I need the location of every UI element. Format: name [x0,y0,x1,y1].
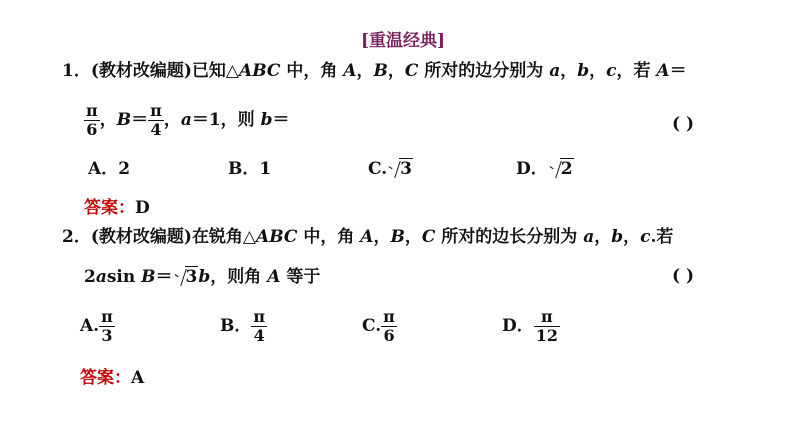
q1-option-c-label: C. [368,159,388,179]
q1-sep-4: ， [589,61,607,81]
q2-triangle-name: ABC [256,227,298,247]
q2-option-d [502,308,560,345]
q1-option-b [228,158,271,180]
q2-option-b [220,308,267,345]
q1-option-d-sqrt [548,158,574,180]
q1-sep-1: ， [356,61,374,81]
q2-side-a: a [583,227,595,247]
q2-l2-text-d: ，则角 [210,267,268,287]
q1-option-d-radicand: 2 [560,159,573,179]
q1-l2-text-b: ， [163,110,181,130]
q1-sep-3: ， [560,61,578,81]
q2-side-c: c [640,227,651,247]
q1-text-c: 所对的边分别为 [418,61,550,81]
q2-sep-2: ， [404,227,422,247]
q1-option-b-value: 1 [259,159,272,179]
q2-answer-value: A [131,368,145,388]
q1-side-b: b [577,61,590,81]
q2-option-b-fraction [251,308,267,345]
q1-option-d [516,158,574,180]
q1-answer [84,193,150,218]
q2-angle-b: B [390,227,405,247]
q1-frac1-num: π [86,101,98,120]
q1-angle-b: B [373,61,388,81]
q2-angle-c: C [421,227,436,247]
q2-option-c-num: π [383,307,395,326]
q1-l2-text-c: ＝1，则 [191,110,261,130]
q2-sep-1: ， [373,227,391,247]
q2-l2-coef: 2 [84,267,96,287]
question-1-line-2 [84,102,289,139]
q2-option-a-den: 3 [99,326,115,345]
q2-sep-4: ， [623,227,641,247]
q2-option-a-label: A. [80,316,100,336]
q2-angle-b-2: B [141,267,156,287]
q2-sep-3: ， [594,227,612,247]
question-2-answer-blank: ( ) [672,266,695,286]
q2-answer-label: 答案： [80,368,131,388]
q1-sep-2: ， [387,61,405,81]
q2-l2-text-e: 等于 [280,267,321,287]
q1-text-a: 已知△ [191,61,240,81]
q1-equals-2: ＝ [131,110,149,130]
q2-option-a [80,308,115,345]
q1-l2-text-d: ＝ [272,110,290,130]
question-2-source: (教材改编题) [90,227,192,247]
q2-option-c [362,308,397,345]
q1-angle-c: C [404,61,419,81]
q2-l2-equals: ＝ [155,267,173,287]
q1-l2-text-a: ， [99,110,117,130]
q2-option-d-num: π [541,307,553,326]
section-title: [重温经典] [361,31,446,51]
q1-option-a-value: 2 [118,159,131,179]
q1-option-c [368,158,413,180]
q1-triangle-name: ABC [239,61,281,81]
q2-option-a-num: π [101,307,113,326]
question-1-source: (教材改编题) [90,61,192,81]
q2-side-a-2: a [95,267,107,287]
q1-fraction-pi-6 [84,102,100,139]
q2-side-b-2: b [198,267,211,287]
q2-radicand: 3 [185,267,198,287]
q2-option-b-label: B． [220,316,252,336]
q2-option-d-label: D． [502,316,534,336]
q2-text-d: .若 [650,227,674,247]
q2-option-a-fraction [99,308,115,345]
q2-option-b-den: 4 [251,326,267,345]
q1-side-a: a [549,61,561,81]
question-1-line-1 [62,60,687,82]
q2-option-b-num: π [253,307,266,326]
question-1-number: 1． [62,61,91,81]
q1-angle-a: A [343,61,357,81]
q1-angle-a-2: A [656,61,670,81]
q1-frac1-den: 6 [84,120,100,139]
q1-text-d: ，若 [616,61,657,81]
q2-l2-sin: sin [106,267,142,287]
q2-angle-a-2: A [267,267,281,287]
question-2-line-1 [62,226,673,248]
q2-side-b: b [611,227,624,247]
q2-sqrt [173,266,199,288]
q2-text-c: 所对的边长分别为 [435,227,584,247]
question-2-number: 2． [62,227,91,247]
q1-option-d-label: D． [516,159,548,179]
q1-frac2-den: 4 [148,120,164,139]
q1-option-a-label: A． [88,159,119,179]
q1-answer-label: 答案： [84,198,135,218]
q1-fraction-pi-4 [148,102,164,139]
q2-option-c-fraction [381,308,397,345]
q2-text-b: 中，角 [297,227,361,247]
q2-answer [80,363,144,388]
q2-option-d-fraction [534,308,560,345]
q2-option-c-label: C. [362,316,382,336]
q1-answer-value: D [135,198,150,218]
question-2-line-2 [84,266,320,288]
q2-option-d-den: 12 [535,326,559,345]
q1-frac2-num: π [150,101,162,120]
q1-equals: ＝ [669,61,687,81]
q1-side-b-2: b [260,110,273,130]
q1-option-c-radicand: 3 [400,159,412,179]
q2-angle-a: A [360,227,374,247]
q1-option-b-label: B． [228,159,260,179]
q1-angle-b-2: B [116,110,132,130]
q2-text-a: 在锐角△ [191,227,257,247]
question-1-answer-blank: ( ) [672,114,695,134]
q1-option-a [88,158,130,180]
q2-option-c-den: 6 [381,326,397,345]
q1-text-b: 中，角 [280,61,344,81]
q1-side-a-2: a [180,110,192,130]
q1-option-c-sqrt [387,158,413,180]
q1-side-c: c [606,61,617,81]
